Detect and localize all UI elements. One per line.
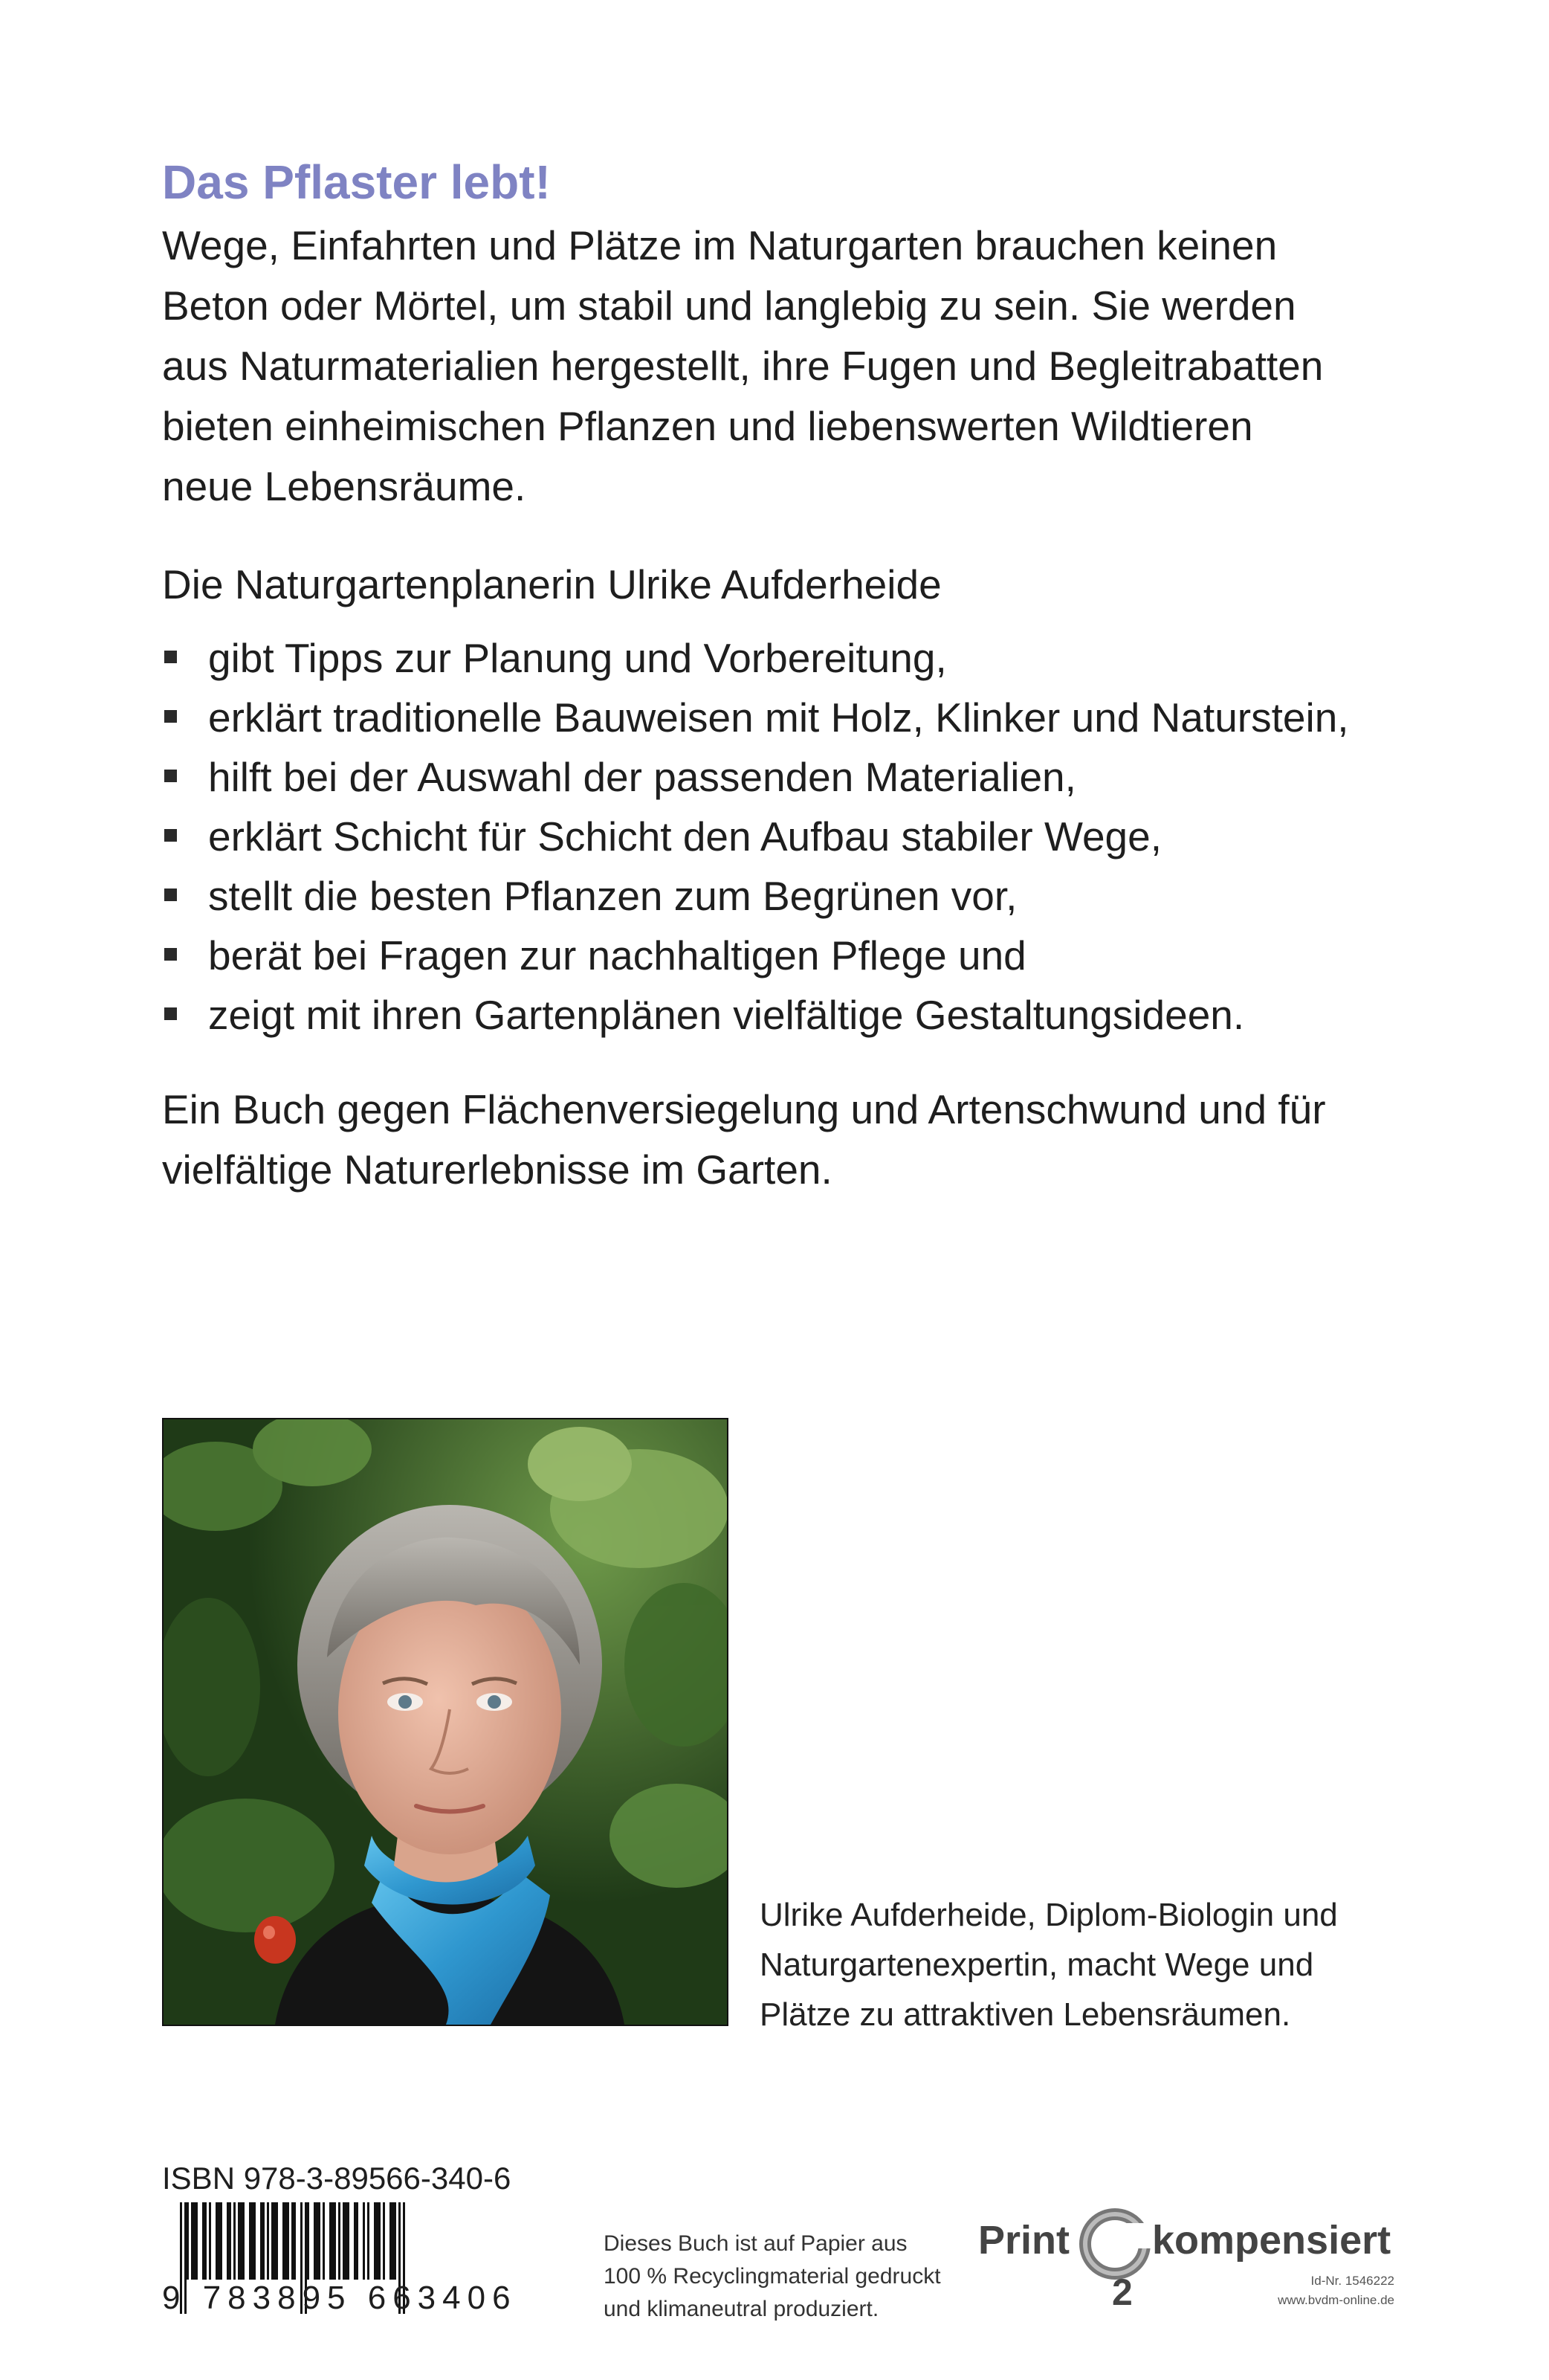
barcode-bar <box>367 2202 369 2280</box>
paper-notice-line: 100 % Recyclingmaterial gedruckt <box>604 2264 941 2289</box>
barcode-bar <box>343 2202 349 2280</box>
photo-caption <box>760 1890 1338 2039</box>
co2-subscript: 2 <box>1112 2271 1133 2312</box>
list-item-text: stellt die besten Pflanzen zum Begrünen vor, <box>208 873 1018 919</box>
barcode-bar <box>291 2202 296 2280</box>
barcode-bar <box>271 2202 278 2280</box>
intro-line: bieten einheimischen Pflanzen und liebenswerten Wildtieren <box>162 403 1253 449</box>
intro-line: Beton oder Mörtel, um stabil und langlebig zu sein. Sie werden <box>162 283 1296 329</box>
feature-list <box>162 628 1349 1045</box>
isbn-number: ISBN 978-3-89566-340-6 <box>162 2161 511 2196</box>
bullet-square-icon <box>164 651 177 663</box>
barcode-bar <box>338 2202 340 2280</box>
co2-ring-icon <box>1078 2201 1152 2312</box>
list-item <box>162 807 1349 866</box>
list-item-text: erklärt Schicht für Schicht den Aufbau stabiler Wege, <box>208 813 1162 860</box>
list-item <box>162 985 1349 1045</box>
barcode-bar <box>389 2202 396 2280</box>
list-item <box>162 866 1349 926</box>
logo-print-word: Print <box>978 2218 1070 2263</box>
barcode-bar <box>216 2202 222 2280</box>
intro-line: Wege, Einfahrten und Plätze im Naturgarten brauchen keinen <box>162 222 1278 268</box>
barcode-bar <box>329 2202 336 2280</box>
list-item-text: erklärt traditionelle Bauweisen mit Holz, Klinker und Naturstein, <box>208 694 1349 741</box>
barcode-bar <box>354 2202 358 2280</box>
intro-line: aus Naturmaterialien hergestellt, ihre Fugen und Begleitrabatten <box>162 343 1324 389</box>
barcode-bar <box>267 2202 269 2280</box>
list-item-text: gibt Tipps zur Planung und Vorbereitung, <box>208 635 947 681</box>
logo-id-number: Id-Nr. 1546222 <box>1310 2274 1394 2288</box>
list-item-text: hilft bei der Auswahl der passenden Materialien, <box>208 754 1076 800</box>
list-item <box>162 926 1349 985</box>
logo-kompensiert-word: kompensiert <box>1152 2218 1391 2263</box>
list-item <box>162 688 1349 747</box>
closing-line: Ein Buch gegen Flächenversiegelung und Artenschwund und für <box>162 1086 1326 1132</box>
bullet-square-icon <box>164 889 177 901</box>
barcode-bar <box>314 2202 320 2280</box>
caption-line: Ulrike Aufderheide, Diplom-Biologin und <box>760 1897 1338 1933</box>
bullet-square-icon <box>164 948 177 961</box>
paper-notice-line: und klimaneutral produziert. <box>604 2297 879 2321</box>
bullet-square-icon <box>164 770 177 782</box>
barcode-bar <box>323 2202 325 2280</box>
barcode-bar <box>187 2202 189 2280</box>
bullet-square-icon <box>164 710 177 723</box>
closing-line: vielfältige Naturerlebnisse im Garten. <box>162 1147 832 1193</box>
logo-url: www.bvdm-online.de <box>1278 2293 1394 2307</box>
caption-line: Plätze zu attraktiven Lebensräumen. <box>760 1996 1291 2033</box>
paper-notice-line: Dieses Buch ist auf Papier aus <box>604 2231 908 2256</box>
list-item-text: berät bei Fragen zur nachhaltigen Pflege und <box>208 932 1026 978</box>
author-portrait-image <box>164 1419 727 2025</box>
barcode-bar <box>233 2202 236 2280</box>
barcode-bar <box>249 2202 256 2280</box>
print-co2-compensated-logo <box>978 2201 1394 2335</box>
author-photo <box>162 1418 728 2026</box>
list-item <box>162 628 1349 688</box>
barcode-bar <box>209 2202 211 2280</box>
barcode-bar <box>383 2202 385 2280</box>
barcode-bar <box>282 2202 289 2280</box>
list-item <box>162 747 1349 807</box>
barcode-digits: 9 783895 663406 <box>162 2280 517 2316</box>
barcode-bar <box>307 2202 309 2280</box>
headline: Das Pflaster lebt! <box>162 155 551 209</box>
bullet-square-icon <box>164 1007 177 1020</box>
barcode-bar <box>374 2202 381 2280</box>
caption-line: Naturgartenexpertin, macht Wege und <box>760 1947 1314 1983</box>
barcode-bar <box>227 2202 231 2280</box>
bullet-lead: Die Naturgartenplanerin Ulrike Aufderheide <box>162 561 942 607</box>
barcode-bar <box>202 2202 207 2280</box>
barcode-bar <box>363 2202 365 2280</box>
list-item-text: zeigt mit ihren Gartenplänen vielfältige Gestaltungsideen. <box>208 992 1245 1038</box>
closing-paragraph <box>162 1080 1326 1200</box>
intro-paragraph <box>162 216 1396 517</box>
bullet-square-icon <box>164 829 177 842</box>
barcode-bar <box>191 2202 198 2280</box>
intro-line: neue Lebensräume. <box>162 463 526 509</box>
paper-notice <box>604 2228 941 2326</box>
barcode-bar <box>260 2202 265 2280</box>
barcode-bar <box>238 2202 245 2280</box>
